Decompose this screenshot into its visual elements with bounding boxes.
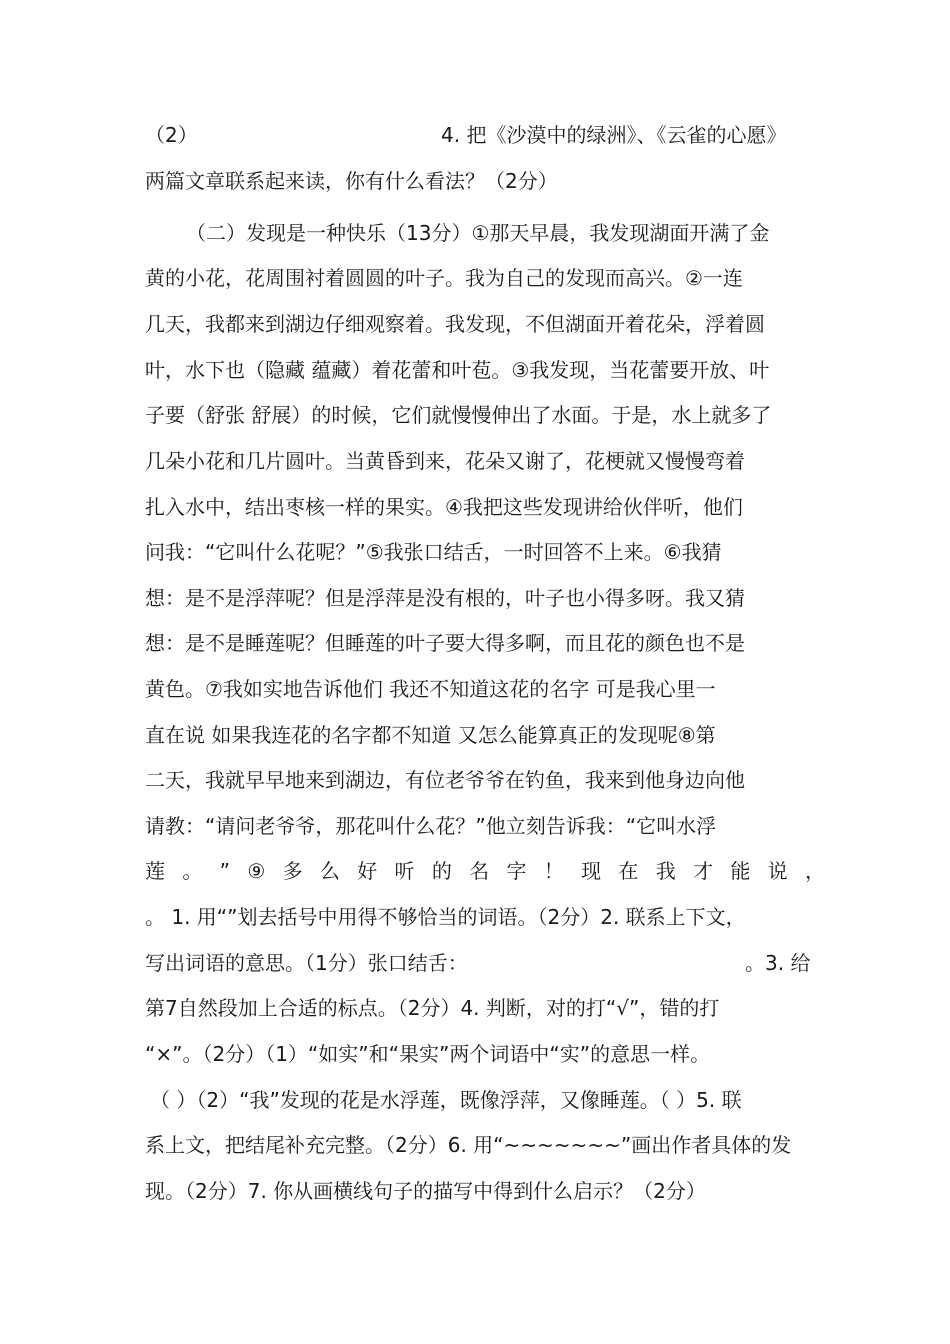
question-3-4-line: 第7自然段加上合适的标点。（2分）4. 判断，对的打“√”，错的打 bbox=[145, 996, 720, 1020]
spread-char: 。 bbox=[182, 859, 203, 883]
text-line-6: 叶，水下也（隐藏 蕴藏）着花蕾和叶苞。③我发现，当花蕾要开放、叶 bbox=[145, 358, 770, 382]
spread-char: 现 bbox=[581, 859, 602, 883]
spread-char: 好 bbox=[357, 859, 378, 883]
question-4-text: 4. 把《沙漠中的绿洲》、《云雀的心愿》 bbox=[441, 123, 787, 147]
question-4-part-2-line: （ ）（2）“我”发现的花是水浮莲，既像浮萍，又像睡莲。（ ）5. 联 bbox=[150, 1088, 742, 1112]
spread-char: 莲 bbox=[145, 859, 165, 883]
text-line-15: 二天，我就早早地来到湖边，有位老爷爷在钓鱼，我来到他身边向他 bbox=[145, 768, 745, 792]
text-line-4: 黄的小花，花周围衬着圆圆的叶子。我为自己的发现而高兴。②一连 bbox=[145, 266, 743, 290]
spread-char: 名 bbox=[469, 859, 490, 883]
text-line-11: 想：是不是浮萍呢？但是浮萍是没有根的，叶子也小得多呀。我又猜 bbox=[145, 586, 745, 610]
text-line-12: 想：是不是睡莲呢？但睡莲的叶子要大得多啊，而且花的颜色也不是 bbox=[145, 631, 745, 655]
text-line-13: 黄色。⑦我如实地告诉他们 我还不知道这花的名字 可是我心里一 bbox=[145, 677, 716, 701]
text-line-7: 子要（舒张 舒展）的时候，它们就慢慢伸出了水面。于是，水上就多了 bbox=[145, 403, 772, 427]
spread-char: 能 bbox=[730, 859, 751, 883]
spread-char: 我 bbox=[655, 859, 676, 883]
spread-char: ， bbox=[804, 859, 825, 883]
question-4-part-1-line: “×”。（2分）（1）“如实”和“果实”两个词语中“实”的意思一样。 bbox=[145, 1042, 711, 1066]
text-line-1 bbox=[145, 121, 825, 149]
spread-char: ⑨ bbox=[247, 859, 266, 883]
question-2-line: 写出词语的意思。（1分）张口结舌： bbox=[145, 951, 468, 975]
question-7-line: 现。（2分）7. 你从画横线句子的描写中得到什么启示？（2分） bbox=[145, 1179, 706, 1203]
spread-char: ” bbox=[219, 859, 230, 883]
question-1-line: 。 1. 用“”划去括号中用得不够恰当的词语。（2分）2. 联系上下文， bbox=[145, 905, 746, 929]
spread-char: 的 bbox=[431, 859, 452, 883]
section-heading-line: （二）发现是一种快乐（13分）①那天早晨，我发现湖面开满了金 bbox=[186, 221, 770, 245]
spread-char: 多 bbox=[282, 859, 303, 883]
text-line-8: 几朵小花和几片圆叶。当黄昏到来，花朵又谢了，花梗就又慢慢弯着 bbox=[145, 449, 745, 473]
spread-char: ！ bbox=[543, 859, 564, 883]
text-line-5: 几天，我都来到湖边仔细观察着。我发现，不但湖面开着花朵，浮着圆 bbox=[145, 312, 765, 336]
text-line-10: 问我：“它叫什么花呢？”⑤我张口结舌，一时回答不上来。⑥我猜 bbox=[145, 540, 722, 564]
text-line-14: 直在说 如果我连花的名字都不知道 又怎么能算真正的发现呢⑧第 bbox=[145, 723, 716, 747]
question-5-6-line: 系上文，把结尾补充完整。（2分）6. 用“~~~~~~~”画出作者具体的发 bbox=[145, 1133, 792, 1157]
question-part-2: （2） bbox=[145, 123, 198, 147]
spread-char: 听 bbox=[394, 859, 415, 883]
spread-char: 在 bbox=[618, 859, 639, 883]
text-line-16: 请教：“请问老爷爷，那花叫什么花？”他立刻告诉我：“它叫水浮 bbox=[145, 814, 717, 838]
text-line-2: 两篇文章联系起来读，你有什么看法？（2分） bbox=[145, 169, 558, 193]
spread-char: 字 bbox=[506, 859, 527, 883]
text-line-17-spread bbox=[145, 857, 825, 885]
question-3-tail: 。3. 给 bbox=[745, 951, 811, 975]
spread-char: 么 bbox=[319, 859, 340, 883]
text-line-9: 扎入水中，结出枣核一样的果实。④我把这些发现讲给伙伴听，他们 bbox=[145, 495, 743, 519]
spread-char: 才 bbox=[693, 859, 713, 883]
spread-char: 说 bbox=[767, 859, 788, 883]
